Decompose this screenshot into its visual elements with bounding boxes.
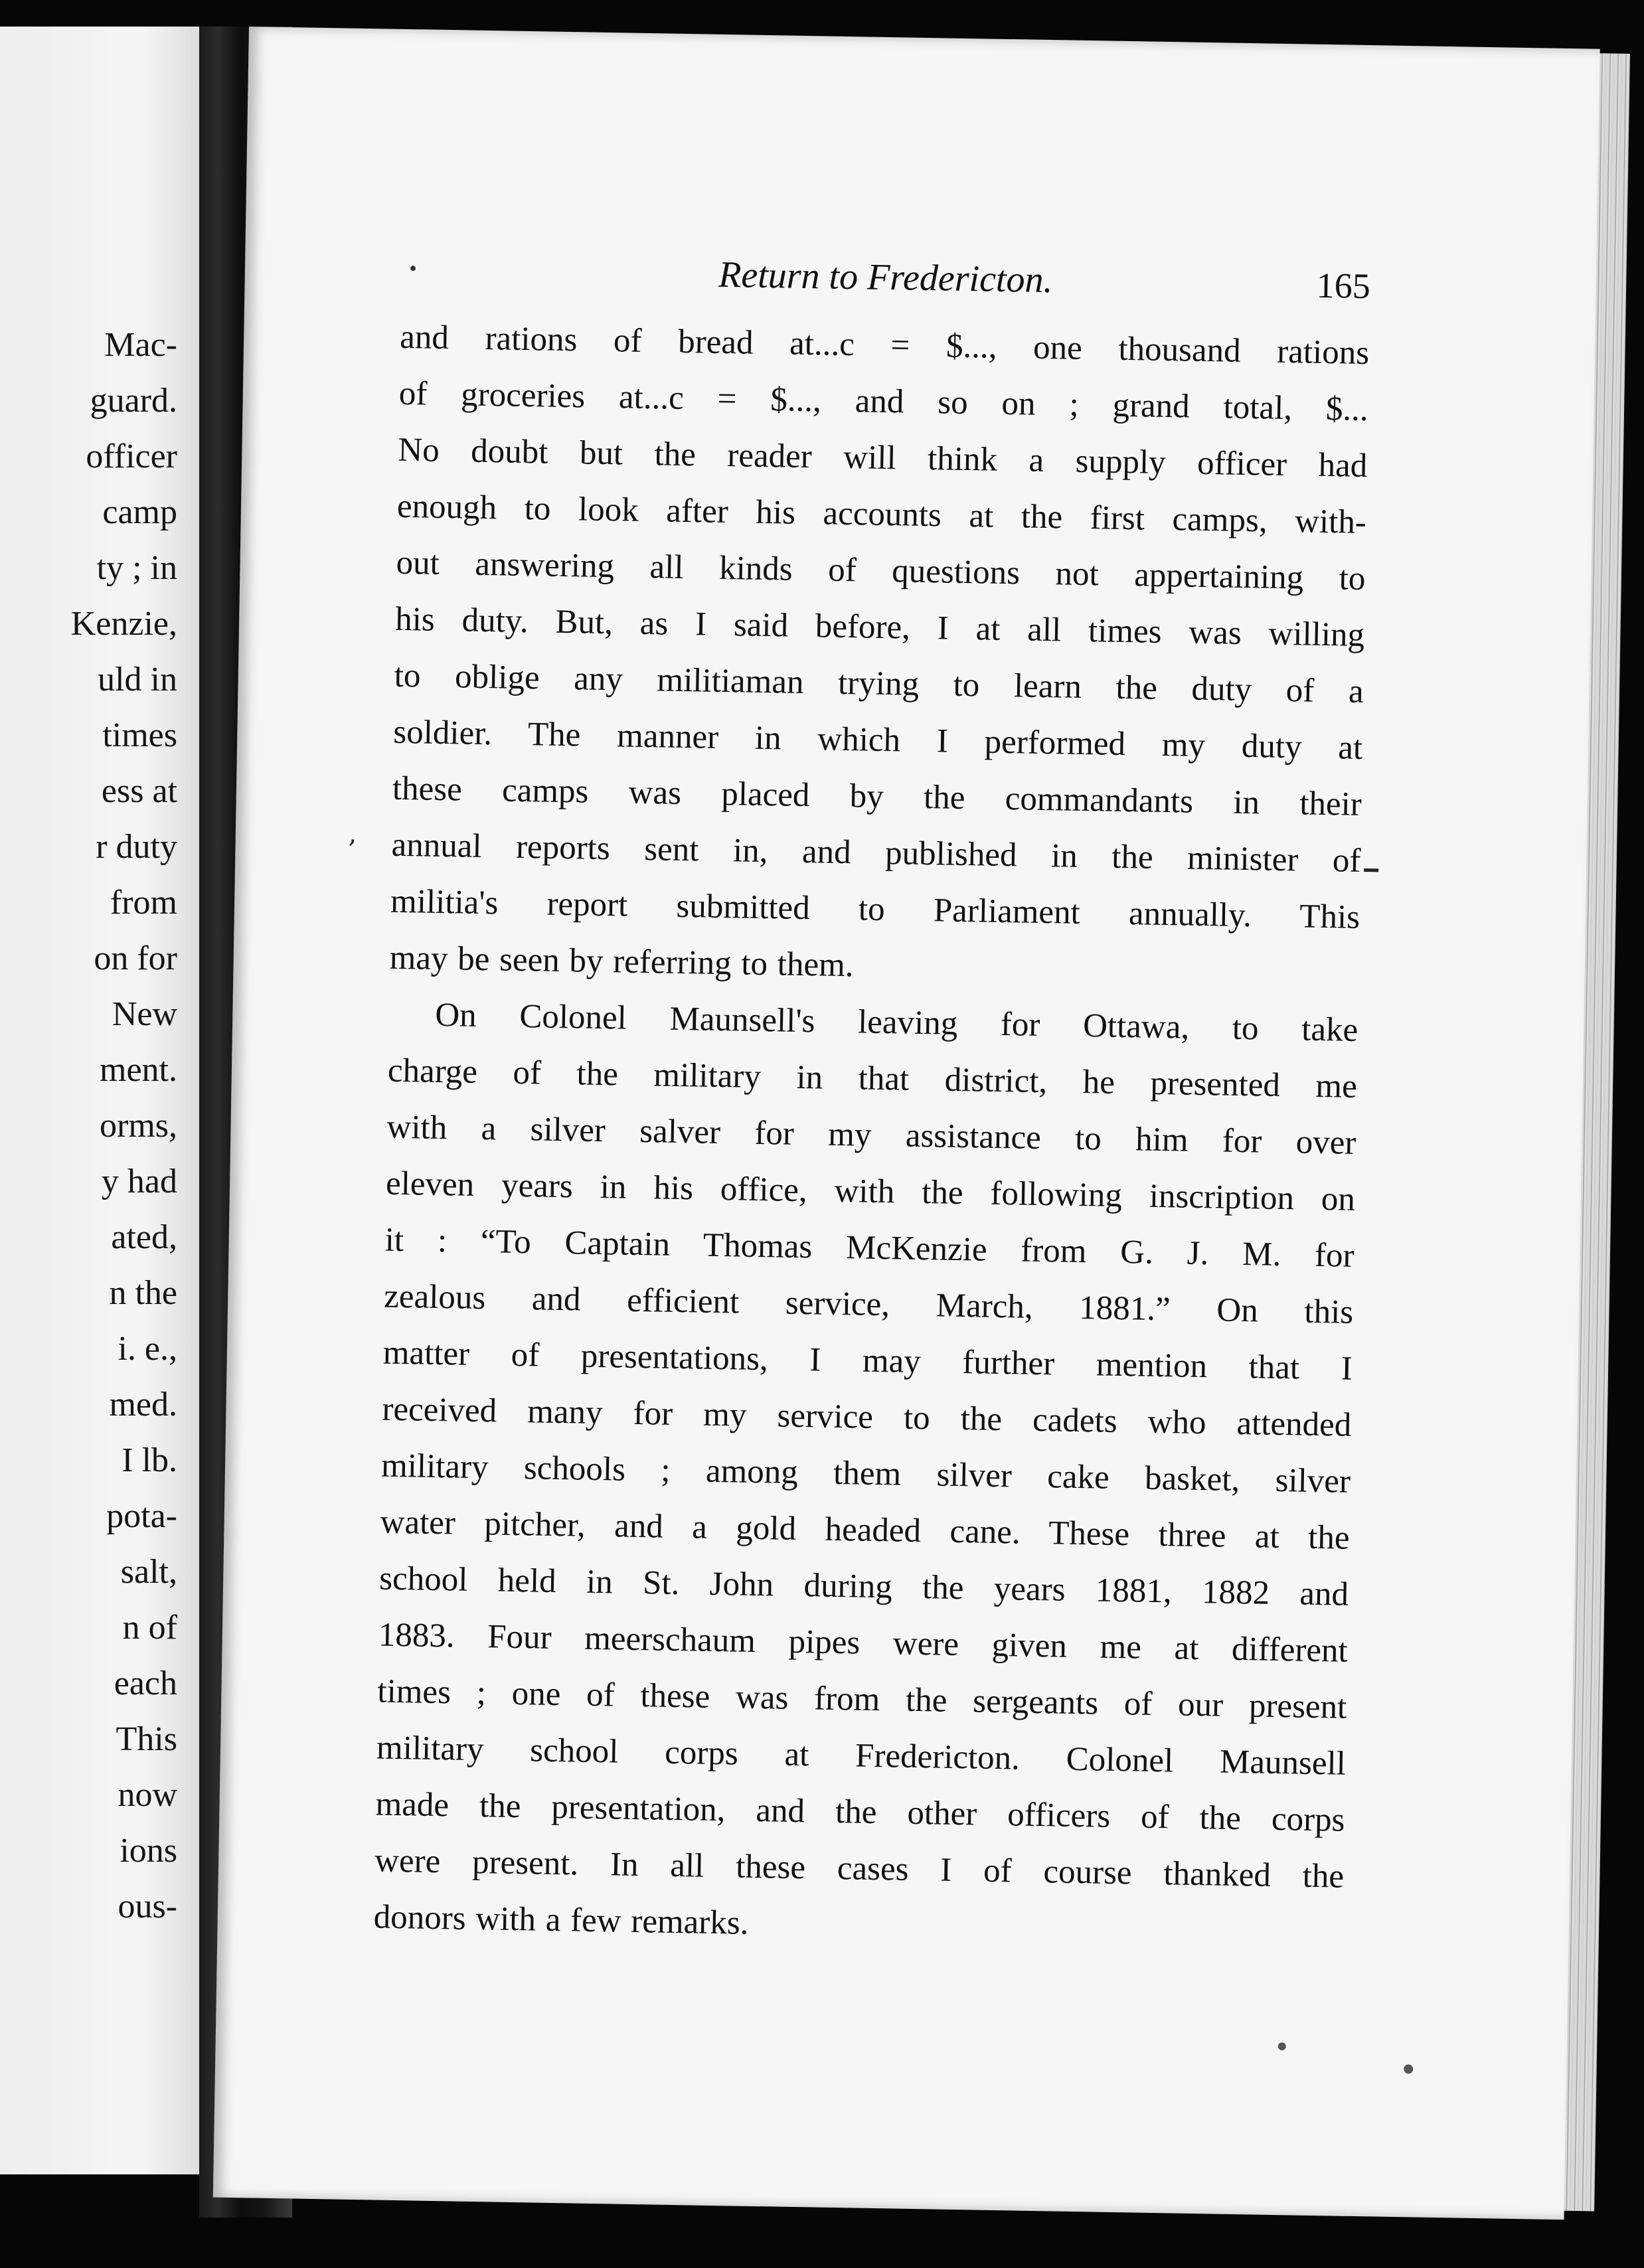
text-line: eleven years in his office, with the following inscription on xyxy=(385,1165,1356,1218)
text-line: matter of presentations, I may further mention that I xyxy=(382,1334,1353,1388)
left-page-line: med. xyxy=(109,1386,177,1423)
text-line: with a silver salver for my assistance to him for over xyxy=(386,1108,1356,1162)
left-page-line: times xyxy=(102,716,177,754)
text-line: school held in St. John during the years 1881, 1882 and xyxy=(378,1560,1349,1613)
text-line: these camps was placed by the commandants in their xyxy=(392,770,1362,823)
text-line: enough to look after his accounts at the first camps, with- xyxy=(396,487,1367,542)
left-page-line: n of xyxy=(122,1609,177,1647)
text-line: of groceries at...c = $..., and so on ; grand total, $... xyxy=(398,374,1369,429)
left-page-line: orms, xyxy=(100,1107,177,1145)
left-page-line: from xyxy=(110,884,177,922)
left-page-line: pota- xyxy=(106,1497,177,1535)
text-line: zealous and efficient service, March, 1881.” On this xyxy=(383,1277,1354,1331)
left-page-line: ated, xyxy=(111,1218,177,1256)
left-page-line: ment. xyxy=(100,1051,177,1089)
left-page-line: each xyxy=(114,1664,177,1702)
left-page-line: ess at xyxy=(101,772,177,810)
left-page-line: This xyxy=(116,1720,177,1758)
text-line: water pitcher, and a gold headed cane. These three at the xyxy=(380,1503,1350,1557)
page-content xyxy=(373,242,1370,1962)
book-page xyxy=(213,27,1600,2220)
left-page-line: i. e., xyxy=(118,1330,177,1368)
text-line: militia's report submitted to Parliament annually. This xyxy=(390,882,1360,936)
left-page-line: ty ; in xyxy=(96,549,177,587)
left-page-line: uld in xyxy=(98,661,177,698)
paragraph xyxy=(373,987,1358,1962)
text-line: soldier. The manner in which I performed my duty at xyxy=(392,713,1363,767)
ink-speck xyxy=(1278,2042,1286,2050)
left-page-line: ions xyxy=(120,1832,177,1870)
text-line: annual reports sent in, and published in the minister of xyxy=(391,826,1361,880)
left-page-line: y had xyxy=(101,1163,177,1200)
left-page-line: officer xyxy=(86,438,177,475)
left-page-line: on for xyxy=(94,939,177,977)
text-line: received many for my service to the cadets who attended xyxy=(382,1390,1352,1444)
left-page-line: Mac- xyxy=(104,326,177,364)
text-line: and rations of bread at...c = $..., one thousand rations xyxy=(399,318,1370,372)
left-page-line: New xyxy=(112,995,177,1033)
text-line: were present. In all these cases I of course thanked the xyxy=(374,1842,1345,1896)
previous-page-fragment xyxy=(0,27,203,2174)
margin-dash-mark xyxy=(1364,868,1378,872)
body-text xyxy=(373,309,1370,1962)
text-line: charge of the military in that district, he presented me xyxy=(387,1052,1358,1105)
text-line: donors with a few remarks. xyxy=(373,1898,749,1942)
text-line: out answering all kinds of questions not appertaining to xyxy=(396,544,1366,598)
text-line: his duty. But, as I said before, I at all times was willing xyxy=(394,600,1365,654)
left-page-line: ous- xyxy=(118,1888,177,1925)
text-line: to oblige any militiaman trying to learn the duty of a xyxy=(394,657,1364,710)
text-line: made the presentation, and the other officers of the corps xyxy=(375,1785,1345,1839)
page-number: 165 xyxy=(1316,265,1371,307)
left-page-line: r duty xyxy=(96,828,177,866)
text-line: military school corps at Fredericton. Colonel Maunsell xyxy=(376,1729,1347,1783)
text-line: No doubt but the reader will think a supply officer had xyxy=(397,431,1368,485)
text-line: times ; one of these was from the sergeants of our present xyxy=(376,1672,1347,1726)
text-line: it : “To Captain Thomas McKenzie from G. J. M. for xyxy=(384,1221,1355,1275)
text-line: 1883. Four meerschaum pipes were given me at different xyxy=(378,1616,1349,1670)
left-page-line: guard. xyxy=(90,382,177,420)
left-page-line: I lb. xyxy=(122,1441,177,1479)
paragraph xyxy=(389,309,1370,1003)
text-line: On Colonel Maunsell's leaving for Ottawa, to take xyxy=(434,996,1358,1049)
left-page-line: camp xyxy=(102,493,177,531)
left-page-line: Kenzie, xyxy=(70,605,177,643)
text-line: military schools ; among them silver cake basket, silver xyxy=(380,1447,1351,1500)
left-page-line: salt, xyxy=(120,1553,177,1591)
margin-comma-mark: , xyxy=(348,818,357,849)
running-head xyxy=(400,242,1370,311)
ink-speck xyxy=(1404,2064,1413,2073)
running-title: Return to Fredericton. xyxy=(718,254,1054,301)
left-page-line: now xyxy=(118,1776,177,1814)
text-line: may be seen by referring to them. xyxy=(389,939,854,985)
left-page-line: n the xyxy=(109,1274,177,1312)
